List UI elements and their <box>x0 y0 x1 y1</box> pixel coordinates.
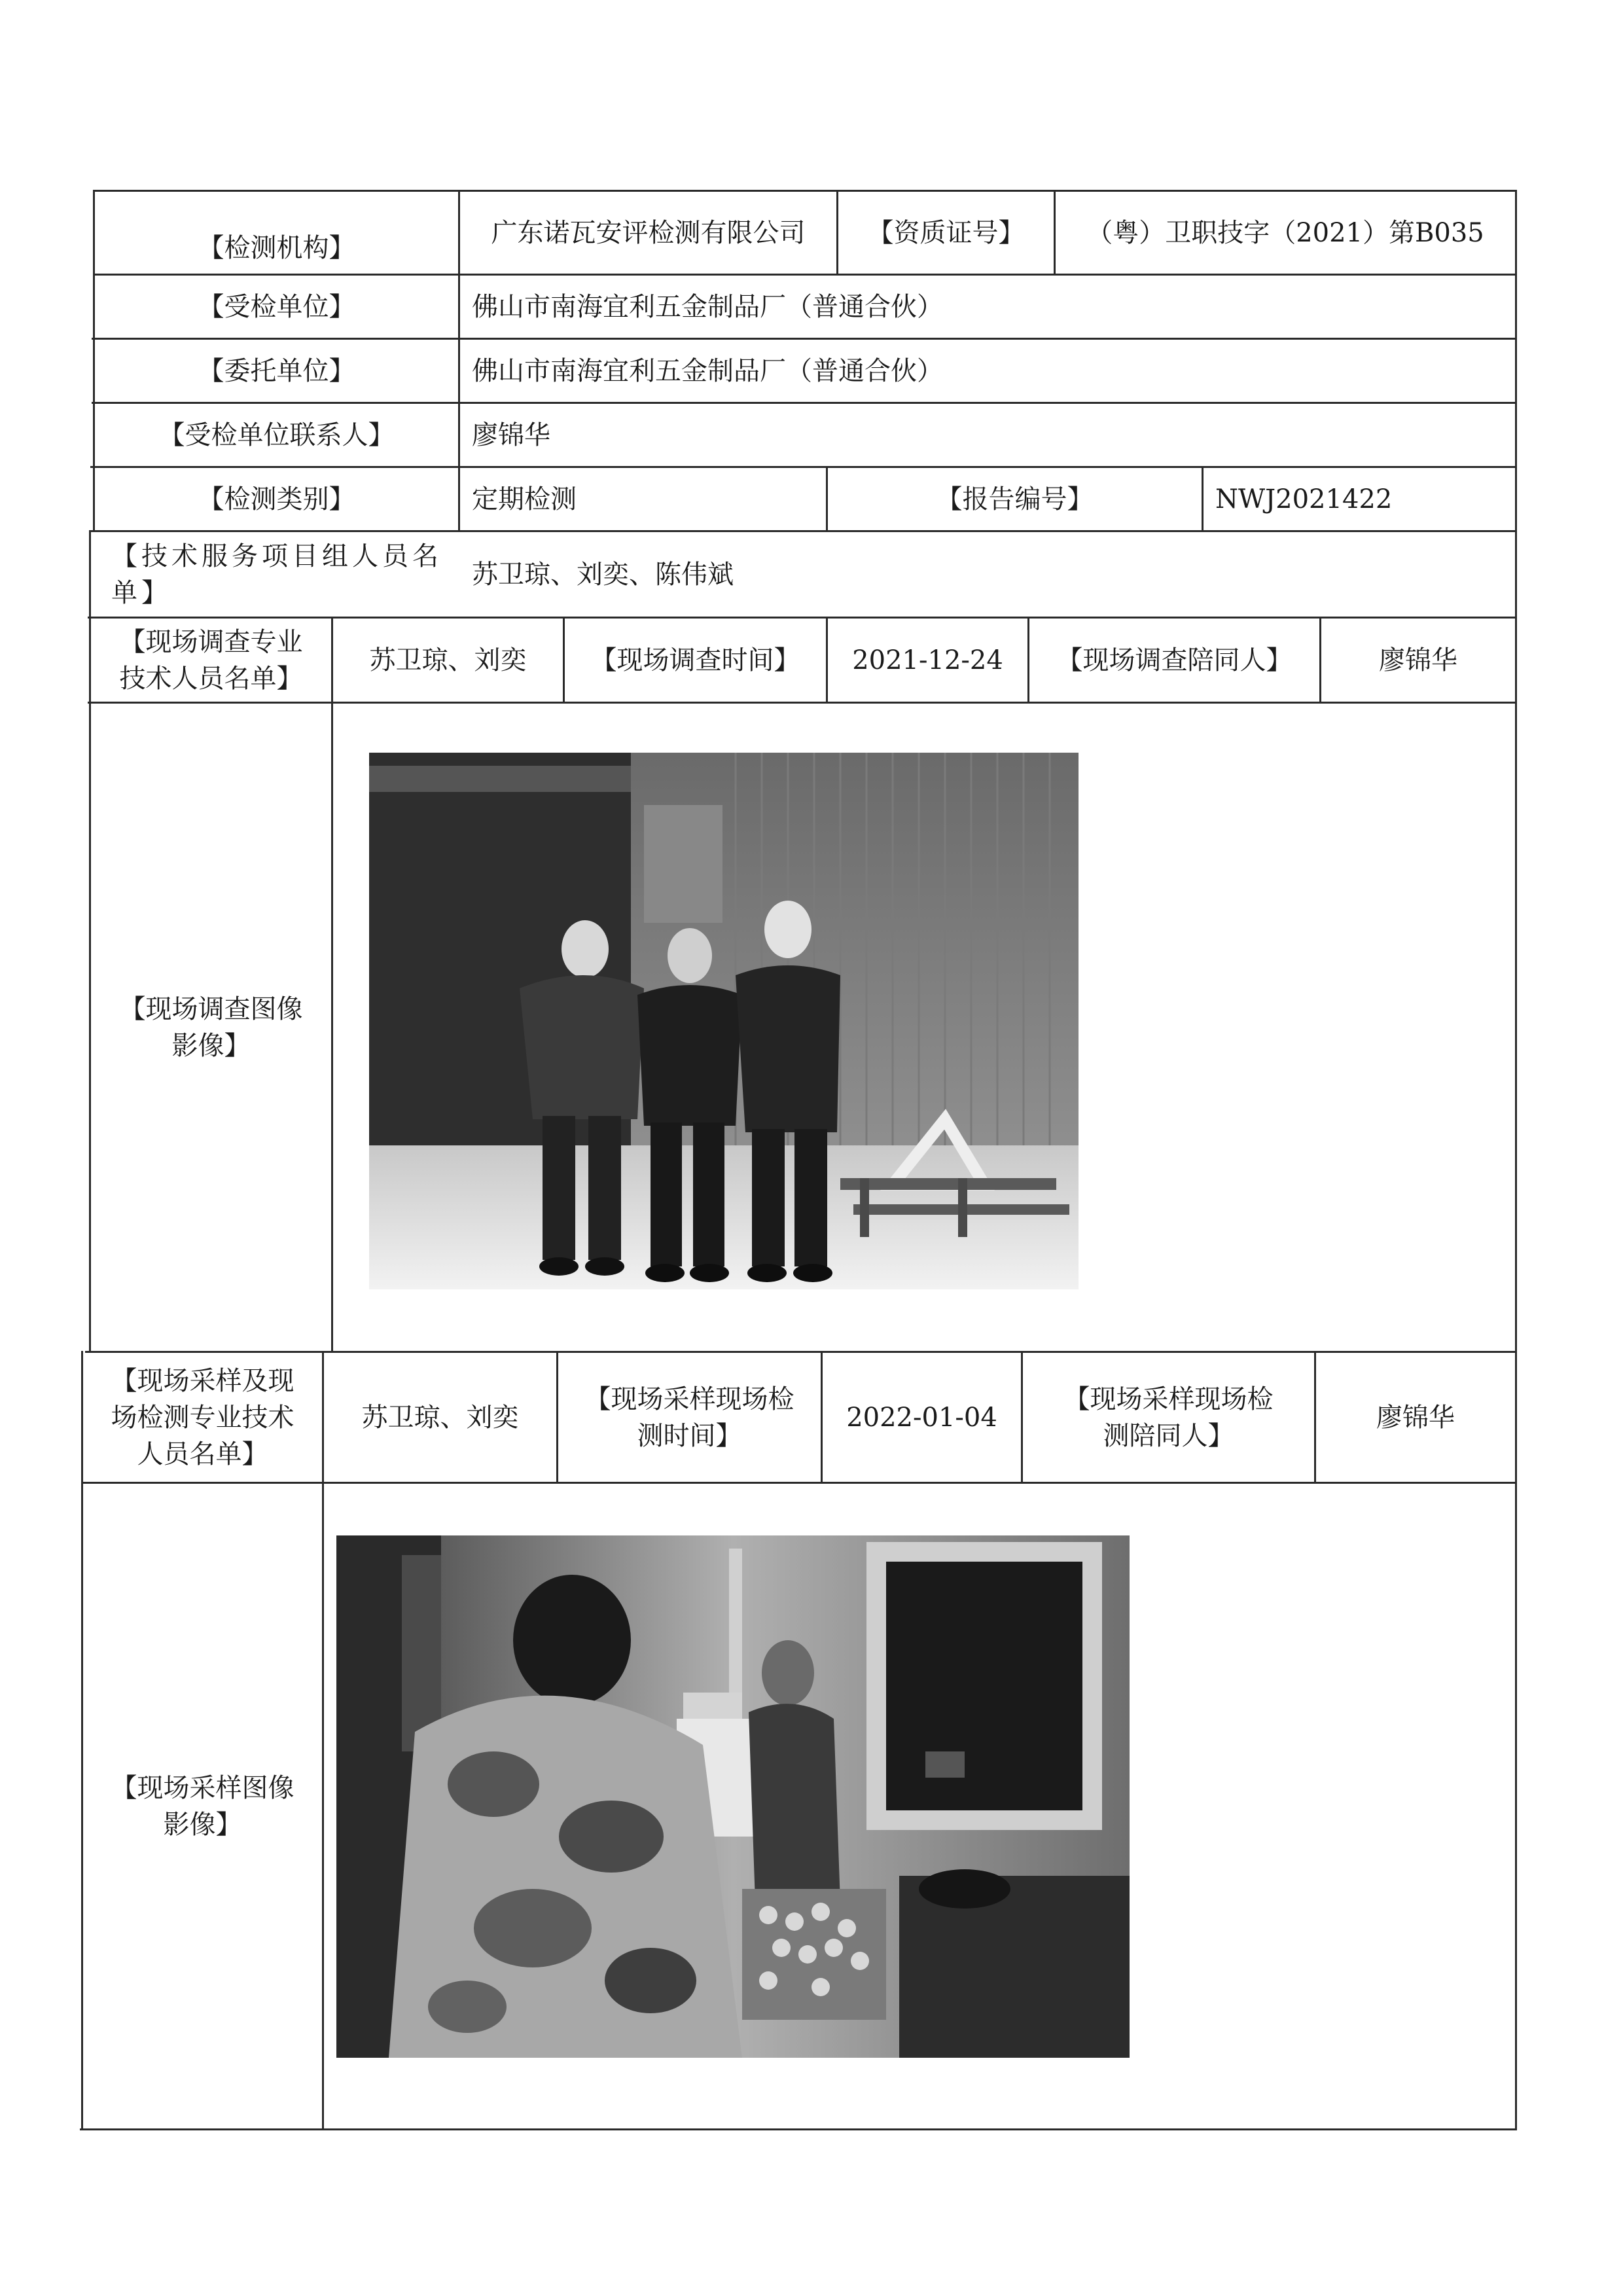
org-value: 广东诺瓦安评检测有限公司 <box>491 217 806 248</box>
survey-photo-label: 【现场调查图像影像】 <box>119 994 303 1061</box>
survey-staff-value: 苏卫琼、刘奕 <box>369 645 527 675</box>
sampling-companion-value: 廖锦华 <box>1376 1402 1455 1433</box>
sampling-photo <box>336 1535 1130 2058</box>
sampling-staff-value: 苏卫琼、刘奕 <box>361 1402 519 1433</box>
org-label: 【检测机构】 <box>198 233 355 263</box>
sampling-staff-label: 【现场采样及现场检测专业技术人员名单】 <box>111 1365 294 1469</box>
contact-label: 【受检单位联系人】 <box>158 420 395 450</box>
survey-companion-label: 【现场调查陪同人】 <box>1056 645 1293 675</box>
table-border <box>80 2128 1517 2130</box>
sampling-companion-label: 【现场采样现场检测陪同人】 <box>1063 1384 1274 1451</box>
sampling-photo-label: 【现场采样图像影像】 <box>111 1772 294 1840</box>
report-number-label: 【报告编号】 <box>936 484 1094 514</box>
cert-label: 【资质证号】 <box>867 217 1025 248</box>
inspected-unit-label: 【受检单位】 <box>198 291 355 322</box>
entrusting-unit-value: 佛山市南海宜利五金制品厂（普通合伙） <box>472 355 943 386</box>
sampling-time-value: 2022-01-04 <box>846 1402 997 1433</box>
project-team-value: 苏卫琼、刘奕、陈伟斌 <box>472 559 734 590</box>
sampling-time-label: 【现场采样现场检测时间】 <box>584 1384 794 1451</box>
contact-value: 廖锦华 <box>472 420 550 450</box>
cert-value: （粤）卫职技字（2021）第B035 <box>1086 217 1484 248</box>
detection-type-label: 【检测类别】 <box>198 484 355 514</box>
table-border <box>1515 190 1517 2130</box>
detection-type-value: 定期检测 <box>472 484 577 514</box>
survey-photo <box>369 753 1079 1289</box>
survey-time-value: 2021-12-24 <box>852 645 1003 675</box>
project-team-label: 【技术服务项目组人员名单】 <box>111 541 442 608</box>
report-number-value: NWJ2021422 <box>1215 484 1393 514</box>
survey-companion-value: 廖锦华 <box>1379 645 1457 675</box>
table-border <box>331 617 333 1351</box>
entrusting-unit-label: 【委托单位】 <box>198 355 355 386</box>
survey-time-label: 【现场调查时间】 <box>590 645 800 675</box>
survey-staff-label: 【现场调查专业技术人员名单】 <box>119 626 303 694</box>
inspected-unit-value: 佛山市南海宜利五金制品厂（普通合伙） <box>472 291 943 322</box>
